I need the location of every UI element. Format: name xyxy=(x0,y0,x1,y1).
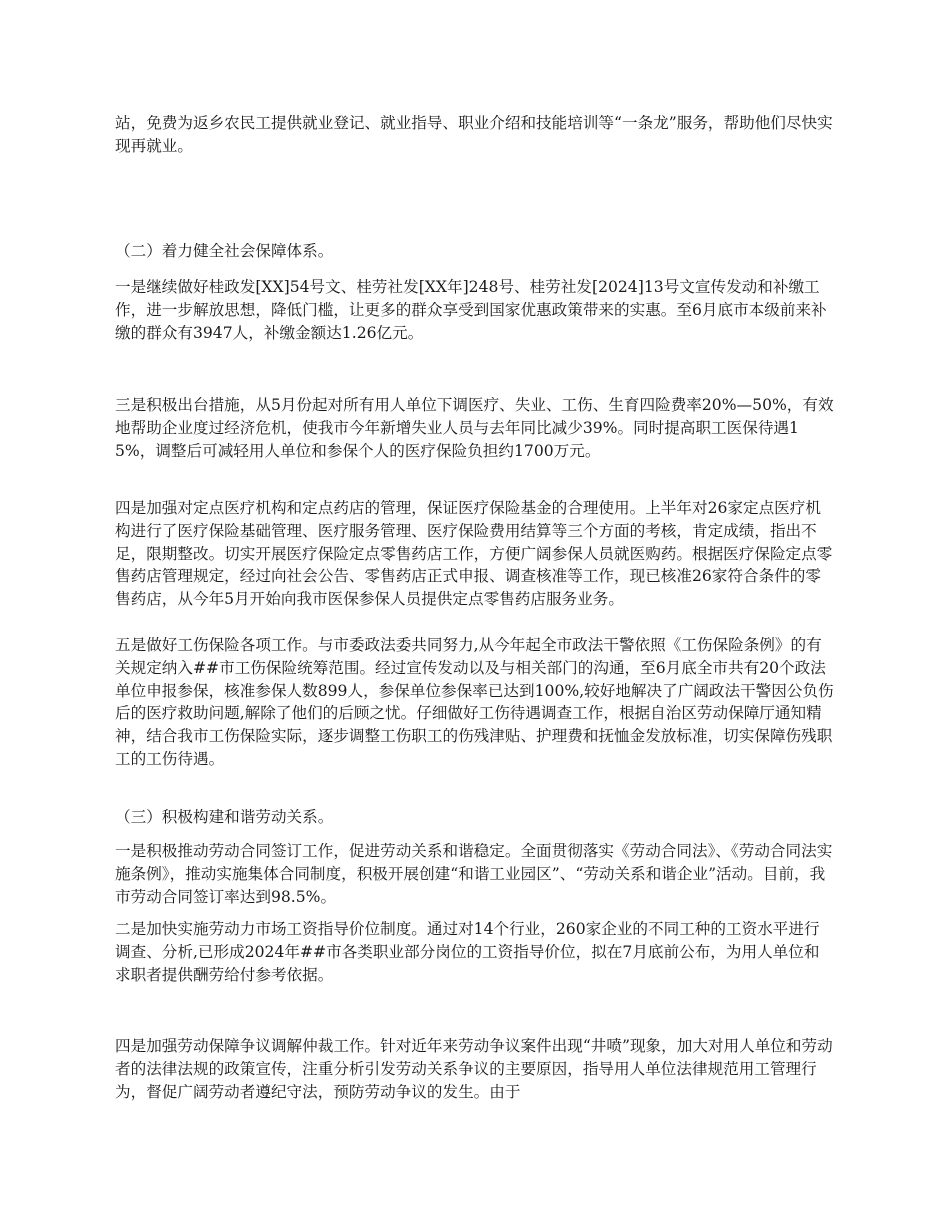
paragraph-item-five-injury: 五是做好工伤保险各项工作。与市委政法委共同努力,从今年起全市政法干警依照《工伤保险条例》的有关规定纳入##市工伤保险统筹范围。经过宣传发动以及与相关部门的沟通，至6月底全市共有20个政法单位申报参保，核准参保人数899人，参保单位参保率已达到100%,较好地解决了广阔政法干警因公负伤后的医疗救助问题,解除了他们的后顾之忧。仔细做好工伤待遇调查工作，根据自治区劳动保障厅通知精神，结合我市工伤保险实际，逐步调整工伤职工的伤残津贴、护理费和抚恤金发放标准，切实保障伤残职工的工伤待遇。 xyxy=(115,636,834,768)
section-heading-labor-relations: （三）积极构建和谐劳动关系。 xyxy=(115,808,334,826)
paragraph-labor-contract: 一是积极推动劳动合同签订工作，促进劳动关系和谐稳定。全面贯彻落实《劳动合同法》、《劳动合同法实施条例》，推动实施集体合同制度，积极开展创建“和谐工业园区”、“劳动关系和谐企业”活动。目前，我市劳动合同签订率达到98.5%。 xyxy=(115,842,833,906)
paragraph-dispute-mediation: 四是加强劳动保障争议调解仲裁工作。针对近年来劳动争议案件出现“井喷”现象，加大对用人单位和劳动者的法律法规的政策宣传，注重分析引发劳动关系争议的主要原因，指导用人单位法律规范用工管理行为，督促广阔劳动者遵纪守法，预防劳动争议的发生。由于 xyxy=(115,1037,833,1101)
paragraph-item-four-medical: 四是加强对定点医疗机构和定点药店的管理，保证医疗保险基金的合理使用。上半年对26家定点医疗机构进行了医疗保险基础管理、医疗服务管理、医疗保险费用结算等三个方面的考核，肯定成绩，指出不足，限期整改。切实开展医疗保险定点零售药店工作，方便广阔参保人员就医购药。根据医疗保险定点零售药店管理规定，经过向社会公告、零售药店正式申报、调查核准等工作，现已核准26家符合条件的零售药店，从今年5月开始向我市医保参保人员提供定点零售药店服务业务。 xyxy=(115,499,833,609)
section-heading-social-security: （二）着力健全社会保障体系。 xyxy=(115,242,334,260)
paragraph-reemployment-service: 站，免费为返乡农民工提供就业登记、就业指导、职业介绍和技能培训等“一条龙”服务，帮助他们尽快实现再就业。 xyxy=(115,114,833,155)
paragraph-wage-guidance: 二是加快实施劳动力市场工资指导价位制度。通过对14个行业，260家企业的不同工种的工资水平进行调查、分析,已形成2024年##市各类职业部分岗位的工资指导价位，拟在7月底前公布，为用人单位和求职者提供酬劳给付参考依据。 xyxy=(115,920,820,984)
paragraph-item-three-rates: 三是积极出台措施，从5月份起对所有用人单位下调医疗、失业、工伤、生育四险费率20%—50%，有效地帮助企业度过经济危机，使我市今年新增失业人员与去年同比减少39%。同时提高职工医保待遇15%，调整后可减轻用人单位和参保个人的医疗保险负担约1700万元。 xyxy=(115,396,834,460)
paragraph-item-one-policy: 一是继续做好桂政发[XX]54号文、桂劳社发[XX年]248号、桂劳社发[2024]13号文宣传发动和补缴工作，进一步解放思想，降低门槛，让更多的群众享受到国家优惠政策带来的实惠。至6月底市本级前来补缴的群众有3947人，补缴金额达1.26亿元。 xyxy=(115,278,827,342)
